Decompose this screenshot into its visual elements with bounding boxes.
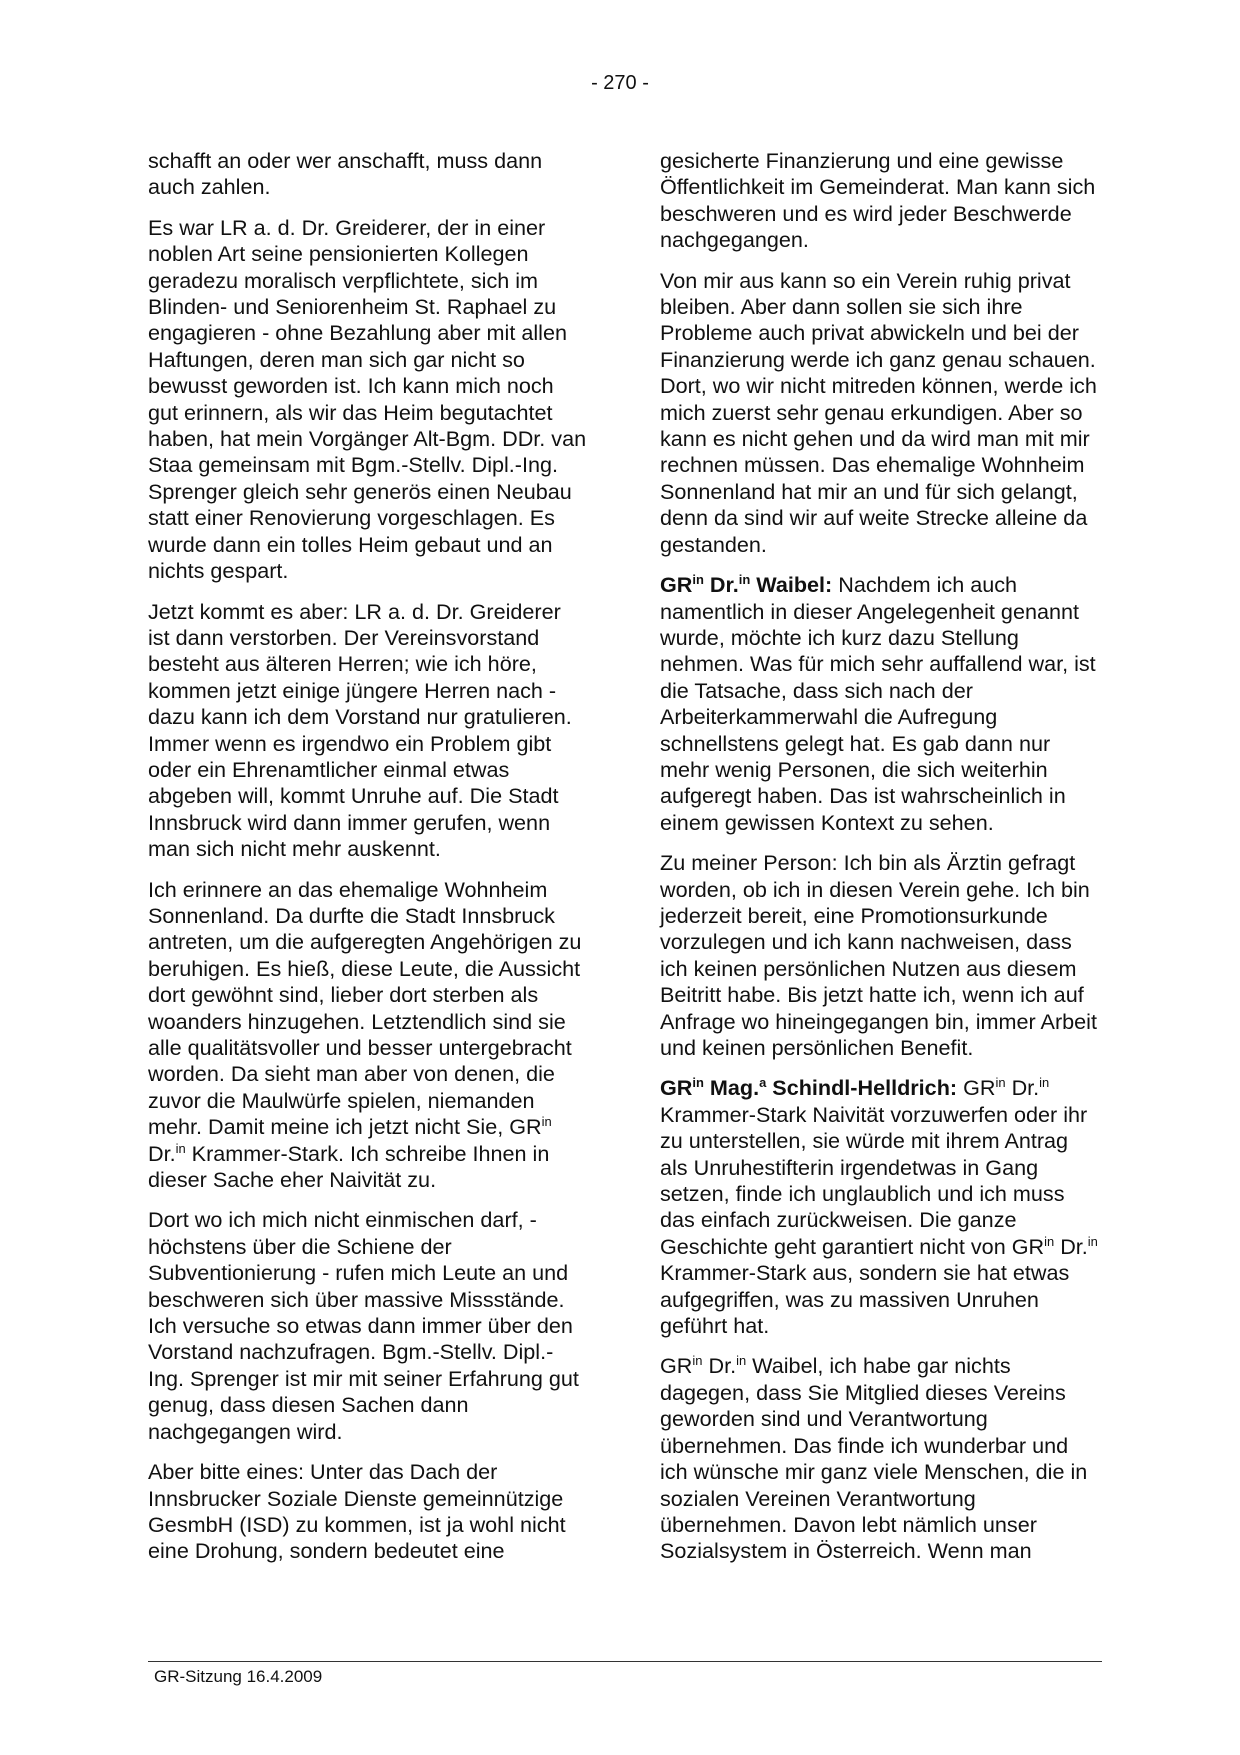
title-suffix: a (759, 1075, 767, 1091)
title-gr: GR (509, 1114, 542, 1140)
paragraph: Von mir aus kann so ein Verein ruhig privat bleiben. Aber dann sollen sie sich ihre Probleme auch privat abwickeln und bei der Finanzierung werde ich ganz genau schauen. Dort, wo wir nicht mitreden können, werde ich mich zuerst sehr genau erkundigen. Aber so kann es nicht gehen und da wird man mit mir rechnen müssen. Das ehemalige Wohnheim Sonnenland hat mir an und für sich gelangt, denn da sind wir auf weite Strecke alleine da gestanden. (660, 267, 1097, 557)
title-suffix: in (692, 1353, 703, 1369)
paragraph: Dort wo ich mich nicht einmischen darf, - höchstens über die Schiene der Subventionierung - rufen mich Leute an und beschweren sich über massive Missstände. Ich versuche so etwas dann immer über den Vorstand nachzufragen. Bgm.-Stellv. Dipl.-Ing. Sprenger ist mir mit seiner Erfahrung gut genug, dass diesen Sachen dann nachgegangen wird. (148, 1207, 579, 1444)
left-column (148, 148, 588, 1579)
title-gr: GR (660, 1075, 693, 1101)
title-dr: Dr. (709, 572, 739, 598)
title-suffix: in (995, 1075, 1006, 1091)
title-suffix: in (738, 571, 751, 587)
paragraph: schafft an oder wer anschafft, muss dann auch zahlen. (148, 148, 543, 200)
title-suffix: in (175, 1140, 186, 1156)
title-gr: GR (1011, 1233, 1045, 1259)
speaker-surname: Waibel: (750, 572, 833, 598)
right-column (660, 148, 1100, 1579)
title-suffix: in (736, 1353, 747, 1369)
paragraph-text: Krammer-Stark Naivität vorzuwerfen oder ihr zu unterstellen, sie würde mit ihrem Antrag als Unruhestifterin irgendetwas in Gang setzen, finde ich unglaublich und ich muss das einfach zurückweisen. Die ganze Geschichte geht garantiert nicht von (660, 1101, 1088, 1259)
title-dr: Dr. (708, 1353, 737, 1379)
title-suffix: in (1087, 1233, 1098, 1249)
paragraph-text: Ich erinnere an das ehemalige Wohnheim Sonnenland. Da durfte die Stadt Innsbruck antreten, um die aufgeregten Angehörigen zu beruhigen. Es hieß, diese Leute, die Aussicht dort gewöhnt sind, lieber dort sterben als woanders hinzugehen. Letztendlich sind sie alle qualitätsvoller und besser untergebracht worden. Da sieht man aber von denen, die zuvor die Maulwürfe spielen, niemanden mehr. Damit meine ich jetzt nicht Sie, (148, 876, 582, 1140)
paragraph-text: Krammer-Stark aus, sondern sie hat etwas aufgegriffen, was zu massiven Unruhen geführt hat. (660, 1260, 1070, 1339)
title-dr: Dr. (1011, 1075, 1040, 1101)
title-suffix: in (692, 1075, 704, 1091)
paragraph (148, 877, 588, 1194)
paragraph: gesicherte Finanzierung und eine gewisse Öffentlichkeit im Gemeinderat. Man kann sich beschweren und es wird jeder Beschwerde nachgegangen. (660, 148, 1096, 253)
paragraph: Jetzt kommt es aber: LR a. d. Dr. Greiderer ist dann verstorben. Der Vereinsvorstand besteht aus älteren Herren; wie ich höre, kommen jetzt einige jüngere Herren nach - dazu kann ich dem Vorstand nur gratulieren. Immer wenn es irgendwo ein Problem gibt oder ein Ehrenamtlicher einmal etwas abgeben will, kommt Unruhe auf. Die Stadt Innsbruck wird dann immer gerufen, wenn man sich nicht mehr auskennt. (148, 598, 572, 862)
title-suffix: in (1039, 1075, 1050, 1091)
title-mag: Mag. (709, 1075, 760, 1101)
paragraph (660, 1353, 1100, 1564)
title-suffix: in (1044, 1233, 1055, 1249)
paragraph-text: Nachdem ich auch namentlich in dieser Angelegenheit genannt wurde, möchte ich kurz dazu Stellung nehmen. Was für mich sehr auffallend war, ist die Tatsache, dass sich nach der Arbeiterkammerwahl die Aufregung schnellstens gelegt hat. Es gab dann nur mehr wenig Personen, die sich weiterhin aufgeregt haben. Das ist wahrscheinlich in einem gewissen Kontext zu sehen. (660, 572, 1096, 835)
footer-divider (148, 1661, 1102, 1662)
paragraph: Es war LR a. d. Dr. Greiderer, der in einer noblen Art seine pensionierten Kollegen geradezu moralisch verpflichtete, sich im Blinden- und Seniorenheim St. Raphael zu engagieren - ohne Bezahlung aber mit allen Haftungen, deren man sich gar nicht so bewusst geworden ist. Ich kann mich noch gut erinnern, als wir das Heim begutachtet haben, hat mein Vorgänger Alt-Bgm. DDr. van Staa gemeinsam mit Bgm.-Stellv. Dipl.-Ing. Sprenger gleich sehr generös einen Neubau statt einer Renovierung vorgeschlagen. Es wurde dann ein tolles Heim gebaut und an nichts gespart. (148, 214, 587, 584)
title-gr: GR (963, 1075, 996, 1101)
page-number: - 270 - (591, 72, 649, 94)
title-dr: Dr. (148, 1140, 176, 1166)
title-suffix: in (692, 571, 704, 587)
paragraph (660, 572, 1100, 836)
speaker-surname: Schindl-Helldrich: (766, 1075, 958, 1101)
speaker-name (660, 572, 832, 597)
title-suffix: in (541, 1114, 552, 1130)
title-gr: GR (660, 1353, 693, 1379)
title-gr: GR (660, 572, 693, 598)
paragraph-text: Waibel, ich habe gar nichts dagegen, dass Sie Mitglied dieses Vereins geworden sind und Verantwortung übernehmen. Das finde ich wunderbar und ich wünsche mir ganz viele Menschen, die in sozialen Vereinen Verantwortung übernehmen. Davon lebt nämlich unser Sozialsystem in Österreich. Wenn man (660, 1353, 1088, 1564)
title-dr: Dr. (1060, 1233, 1088, 1259)
paragraph: Aber bitte eines: Unter das Dach der Innsbrucker Soziale Dienste gemeinnützige GesmbH (ISD) zu kommen, ist ja wohl nicht eine Drohung, sondern bedeutet eine (148, 1459, 566, 1564)
paragraph: Zu meiner Person: Ich bin als Ärztin gefragt worden, ob ich in diesen Verein gehe. Ich bin jederzeit bereit, eine Promotionsurkunde vorzulegen und ich kann nachweisen, dass ich keinen persönlichen Nutzen aus diesem Beitritt habe. Bis jetzt hatte ich, wenn ich auf Anfrage wo hineingegangen bin, immer Arbeit und keinen persönlichen Benefit. (660, 850, 1097, 1060)
footer-text: GR-Sitzung 16.4.2009 (154, 1667, 323, 1686)
paragraph (660, 1075, 1100, 1339)
speaker-name (660, 1075, 957, 1100)
paragraph-text: Krammer-Stark. Ich schreibe Ihnen in dieser Sache eher Naivität zu. (148, 1140, 550, 1193)
